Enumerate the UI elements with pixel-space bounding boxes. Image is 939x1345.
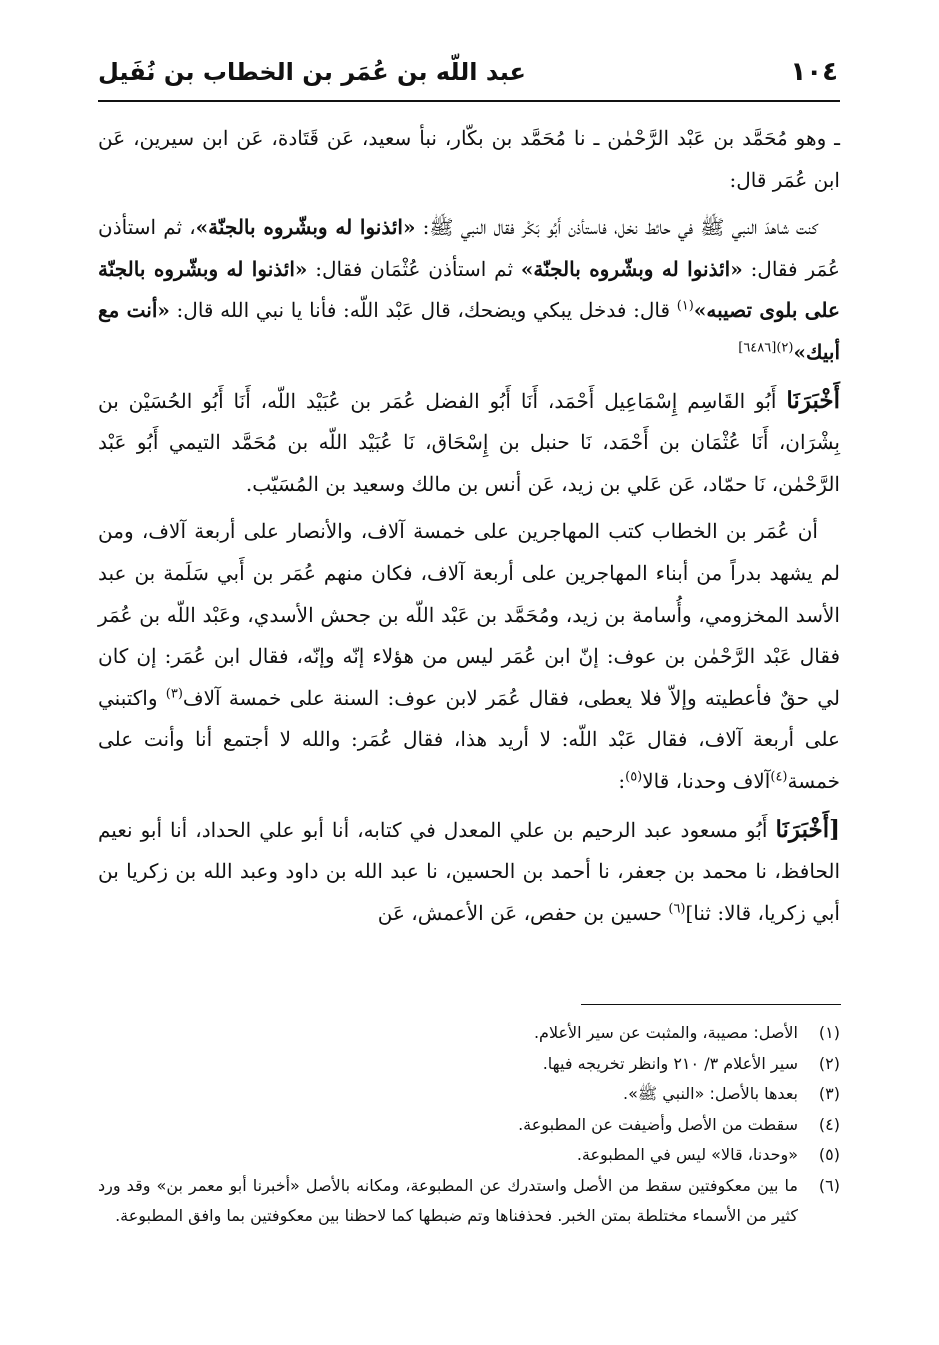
paragraph-2 (98, 207, 840, 373)
footnote-item (98, 1140, 840, 1171)
footnote-number: (٣) (818, 1084, 840, 1103)
paragraph-3 (98, 380, 840, 506)
paragraph-4-text-a: أن عُمَر بن الخطاب كتب المهاجرين على خمسة آلاف، والأنصار على أربعة آلاف، ومن لم يشهد بدراً من أبناء المهاجرين على أربعة آلاف، فكان منهم عُمَر بن أَبي سَلَمة بن عبد الأسد المخزومي، وأُسامة بن زيد، ومُحَمَّد بن عَبْد اللّه بن جحش الأسدي، وعَبْد اللّه بن عُمَر فقال عَبْد الرَّحْمٰن بن عوف: إنّ ابن عُمَر ليس من هؤلاء إنّه وإنّه، فقال ابن عُمَر: إن كان لي حقٌ فأعطيته وإلاّ فلا يعطى، فقال عُمَر لابن عوف: السنة على خمسة آلاف (98, 519, 840, 710)
footnote-text: بعدها بالأصل: «النبي ﷺ». (623, 1084, 798, 1103)
paragraph-4 (98, 511, 840, 802)
footnote-text: سير الأعلام ٣/ ٢١٠ وانظر تخريجه فيها. (542, 1053, 798, 1073)
paragraph-5 (98, 809, 840, 935)
paragraph-2-text-g: قال: فدخل يبكي ويضحك، قال عَبْد اللّه: فأنا يا نبي الله قال: (169, 298, 677, 323)
paragraph-4-text-b: واكتبني على أربعة آلاف، فقال عَبْد اللّه: لا أريد هذا، فقال عُمَر: والله لا أجتمع أنا وأنت على خمسة (98, 685, 840, 793)
hadith-quote-4: «أنت مع أبيك» (98, 298, 840, 364)
footnotes (98, 1018, 840, 1232)
footnote-number: (٦) (818, 1175, 840, 1195)
footnote-text: ما بين معكوفتين سقط من الأصل واستدرك عن المطبوعة، ومكانه بالأصل «أخبرنا أبو معمر بن» وقد ورد كثير من الأسماء مختلطة بمتن الخبر. فحذفناها وتم ضبطها كما لاحظنا بين معكوفتين بما وافق المطبوعة. (98, 1175, 798, 1225)
paragraph-5-text-a: أَبُو مسعود عبد الرحيم بن علي المعدل في كتابه، أنا أبو علي الحداد، أنا أبو نعيم الحافظ، نا محمد بن جعفر، نا أحمد بن الحسين، نا عبد الله بن داود وعبد الله بن زكريا بن أبي زكريا، قالا: ثنا] (98, 817, 840, 925)
footnote-marker-4: (٤) (770, 769, 788, 785)
footnote-item (98, 1171, 840, 1232)
footnote-marker-5: (٥) (625, 769, 643, 785)
paragraph-3-text: أَبُو القَاسِم إِسْمَاعِيل أَحْمَد، أَنَا أَبُو الفضل عُمَر بن عُبَيْد اللّه، أَنَا أَبُو الحُسَيْن بن بِشْرَان، أَنَا عُثْمَان بن أَحْمَد، نَا حنبل بن إِسْحَاق، نَا عُبَيْد اللّه بن مُحَمَّد التيمي أَبُو عَبْد الرَّحْمٰن، نَا حمّاد، عَن عَلي بن زيد، عَن أنس بن مالك وسعيد بن المُسَيّب. (98, 388, 840, 496)
hadith-quote-3: «ائذنوا له وبشّروه بالجنّة على بلوى تصيبه» (98, 256, 840, 323)
footnote-number: (٤) (818, 1114, 840, 1134)
paragraph-1-text: ـ وهو مُحَمَّد بن عَبْد الرَّحْمٰن ـ نا مُحَمَّد بن بكّار، نبأ سعيد، عَن قَتَادة، عَن ابن سيرين، عَن ابن عُمَر قال: (98, 126, 840, 192)
isnad-heading-2: [أَخْبَرَنَا (775, 815, 840, 843)
footnote-number: (٢) (818, 1053, 840, 1073)
footnote-number: (١) (818, 1023, 840, 1042)
footnote-item (98, 1110, 840, 1141)
running-title: عبد اللّه بن عُمَر بن الخطاب بن نُفَيل (98, 58, 526, 86)
main-text (98, 118, 840, 934)
footnote-marker-2: (٢)[٦٤٨٦] (738, 340, 794, 356)
footnote-text: الأصل: مصيبة، والمثبت عن سير الأعلام. (533, 1023, 798, 1042)
page-header (98, 48, 838, 96)
hadith-quote-2: «ائذنوا له وبشّروه بالجنّة» (520, 256, 743, 281)
page-number: ١٠٤ (790, 57, 838, 87)
footnote-number: (٥) (818, 1145, 840, 1164)
paragraph-2-text-e: ثم استأذن عُثْمَان فقال: (307, 256, 521, 281)
paragraph-2-text-a: كنت شاهدَ النبي ﷺ في حائط نخل، فاستأذن أَبُو بَكْر فقال النبي ﷺ: (415, 215, 818, 240)
footnote-marker-1: (١) (676, 298, 694, 314)
paragraph-2-text-c: ، ثم استأذن عُمَر فقال: (98, 215, 840, 281)
hadith-quote-1: «ائذنوا له وبشّروه بالجنّة» (195, 215, 416, 240)
paragraph-5-text-b: حسين بن حفص، عَن الأعمش، عَن (377, 900, 669, 925)
footnote-item (98, 1079, 840, 1110)
footnote-marker-3: (٣) (165, 686, 183, 702)
footnote-marker-6: (٦) (668, 901, 686, 917)
paragraph-4-text-c: آلاف وحدنا، قالا (642, 768, 771, 793)
isnad-heading-1: أَخْبَرَنَا (786, 386, 840, 414)
footnote-rule (581, 1004, 841, 1005)
footnote-item (98, 1018, 840, 1049)
header-rule (98, 100, 840, 102)
paragraph-1 (98, 118, 840, 201)
paragraph-4-text-d: : (618, 768, 626, 793)
footnote-item (98, 1049, 840, 1080)
footnote-text: «وحدنا، قالا» ليس في المطبوعة. (576, 1145, 798, 1164)
footnote-text: سقطت من الأصل وأضيفت عن المطبوعة. (518, 1114, 798, 1134)
